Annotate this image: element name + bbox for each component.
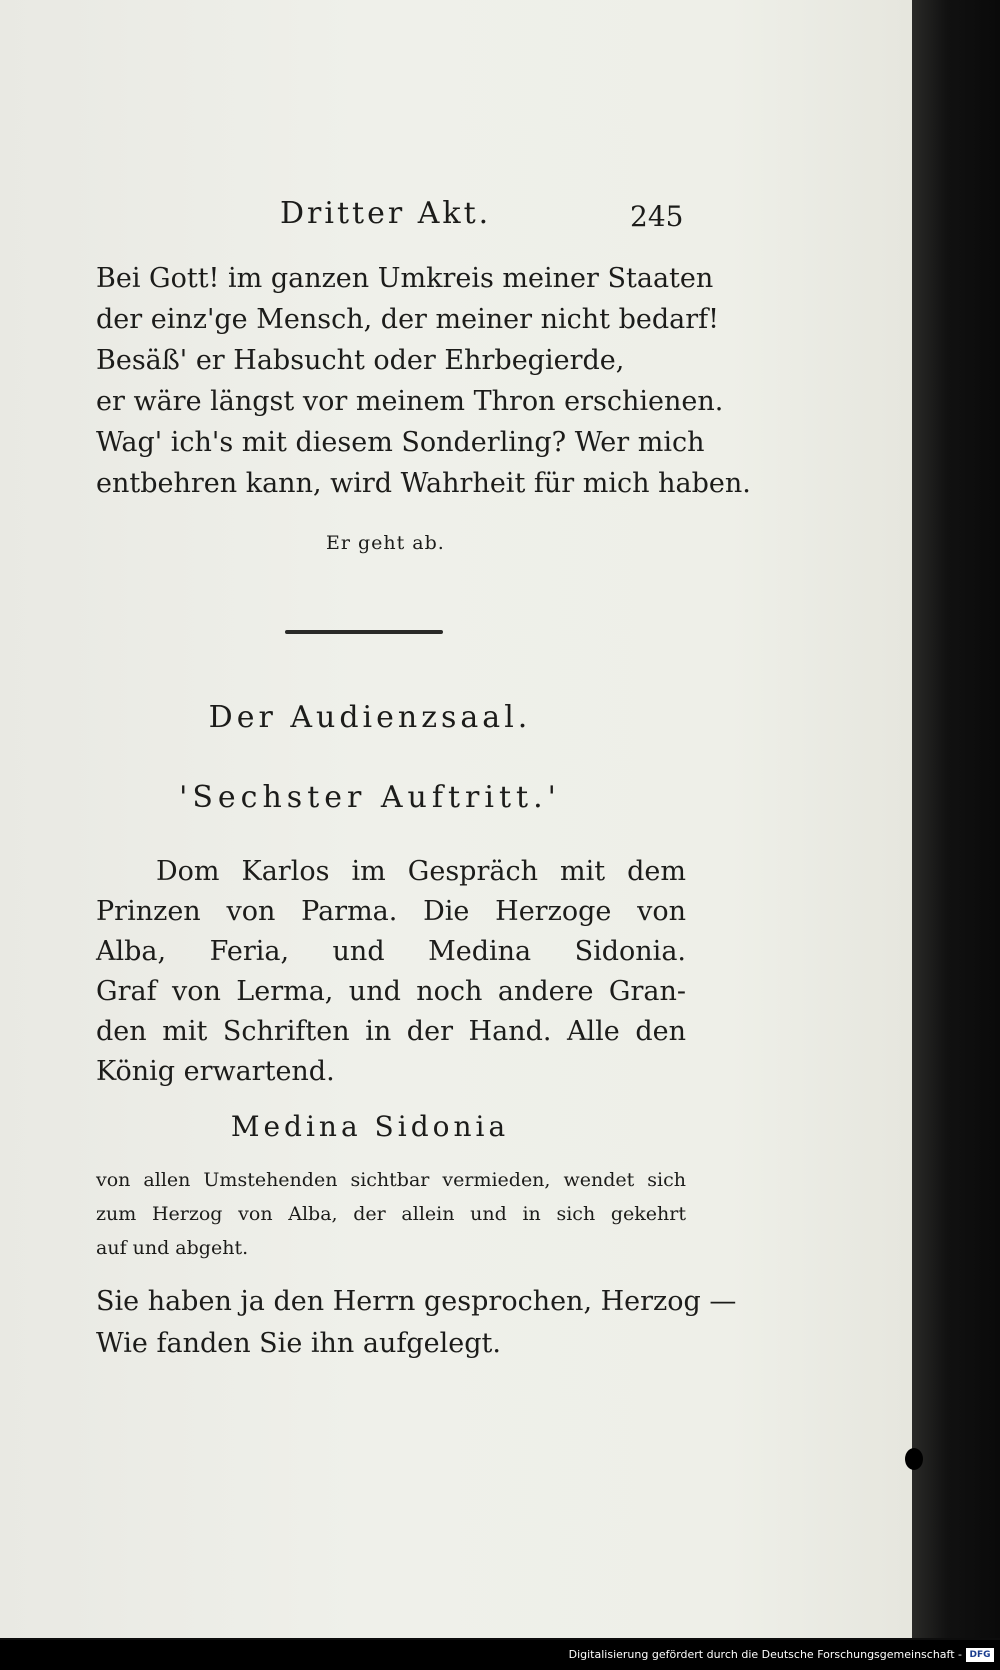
speaker-direction-line: auf und abgeht. <box>96 1237 249 1259</box>
scene-location: Der Audienzsaal. <box>208 700 532 735</box>
binding-hole <box>905 1448 923 1470</box>
dfg-logo: DFG <box>966 1648 994 1662</box>
verse-line: Besäß' er Habsucht oder Ehrbegierde, <box>96 345 625 376</box>
section-rule <box>285 630 443 634</box>
speaker-direction <box>96 1163 686 1265</box>
exit-direction: Er geht ab. <box>326 532 445 554</box>
footer-credit: Digitalisierung gefördert durch die Deutsche Forschungsgemeinschaft - <box>568 1648 962 1661</box>
verse-line: Bei Gott! im ganzen Umkreis meiner Staaten <box>96 263 714 294</box>
stage-direction-line: den mit Schriften in der Hand. Alle den <box>96 1016 686 1047</box>
footer-bar <box>0 1640 1000 1670</box>
verse-block <box>96 258 751 504</box>
speaker-direction-line: von allen Umstehenden sichtbar vermieden, wendet sich <box>96 1169 686 1191</box>
page-edge-shadow <box>912 0 1000 1638</box>
verse-line: der einz'ge Mensch, der meiner nicht bedarf! <box>96 304 719 335</box>
running-head: Dritter Akt. <box>280 196 492 231</box>
verse-line: Wag' ich's mit diesem Sonderling? Wer mich <box>96 427 705 458</box>
speaker-direction-line: zum Herzog von Alba, der allein und in sich gekehrt <box>96 1203 686 1225</box>
speech <box>96 1281 737 1365</box>
stage-direction-line: Alba, Feria, und Medina Sidonia. <box>96 936 686 967</box>
stage-direction-line: Graf von Lerma, und noch andere Gran- <box>96 976 686 1007</box>
stage-direction-line: Prinzen von Parma. Die Herzoge von <box>96 896 686 927</box>
scene-heading: 'Sechster Auftritt.' <box>179 780 561 815</box>
verse-line: entbehren kann, wird Wahrheit für mich haben. <box>96 468 751 499</box>
speech-line: Wie fanden Sie ihn aufgelegt. <box>96 1328 501 1359</box>
page-number: 245 <box>630 200 684 233</box>
speech-line: Sie haben ja den Herrn gesprochen, Herzog — <box>96 1286 737 1317</box>
stage-direction-line: Dom Karlos im Gespräch mit dem <box>156 856 686 887</box>
speaker-name: Medina Sidonia <box>230 1110 510 1143</box>
stage-direction <box>96 852 686 1092</box>
stage-direction-line: König erwartend. <box>96 1056 335 1087</box>
verse-line: er wäre längst vor meinem Thron erschienen. <box>96 386 724 417</box>
